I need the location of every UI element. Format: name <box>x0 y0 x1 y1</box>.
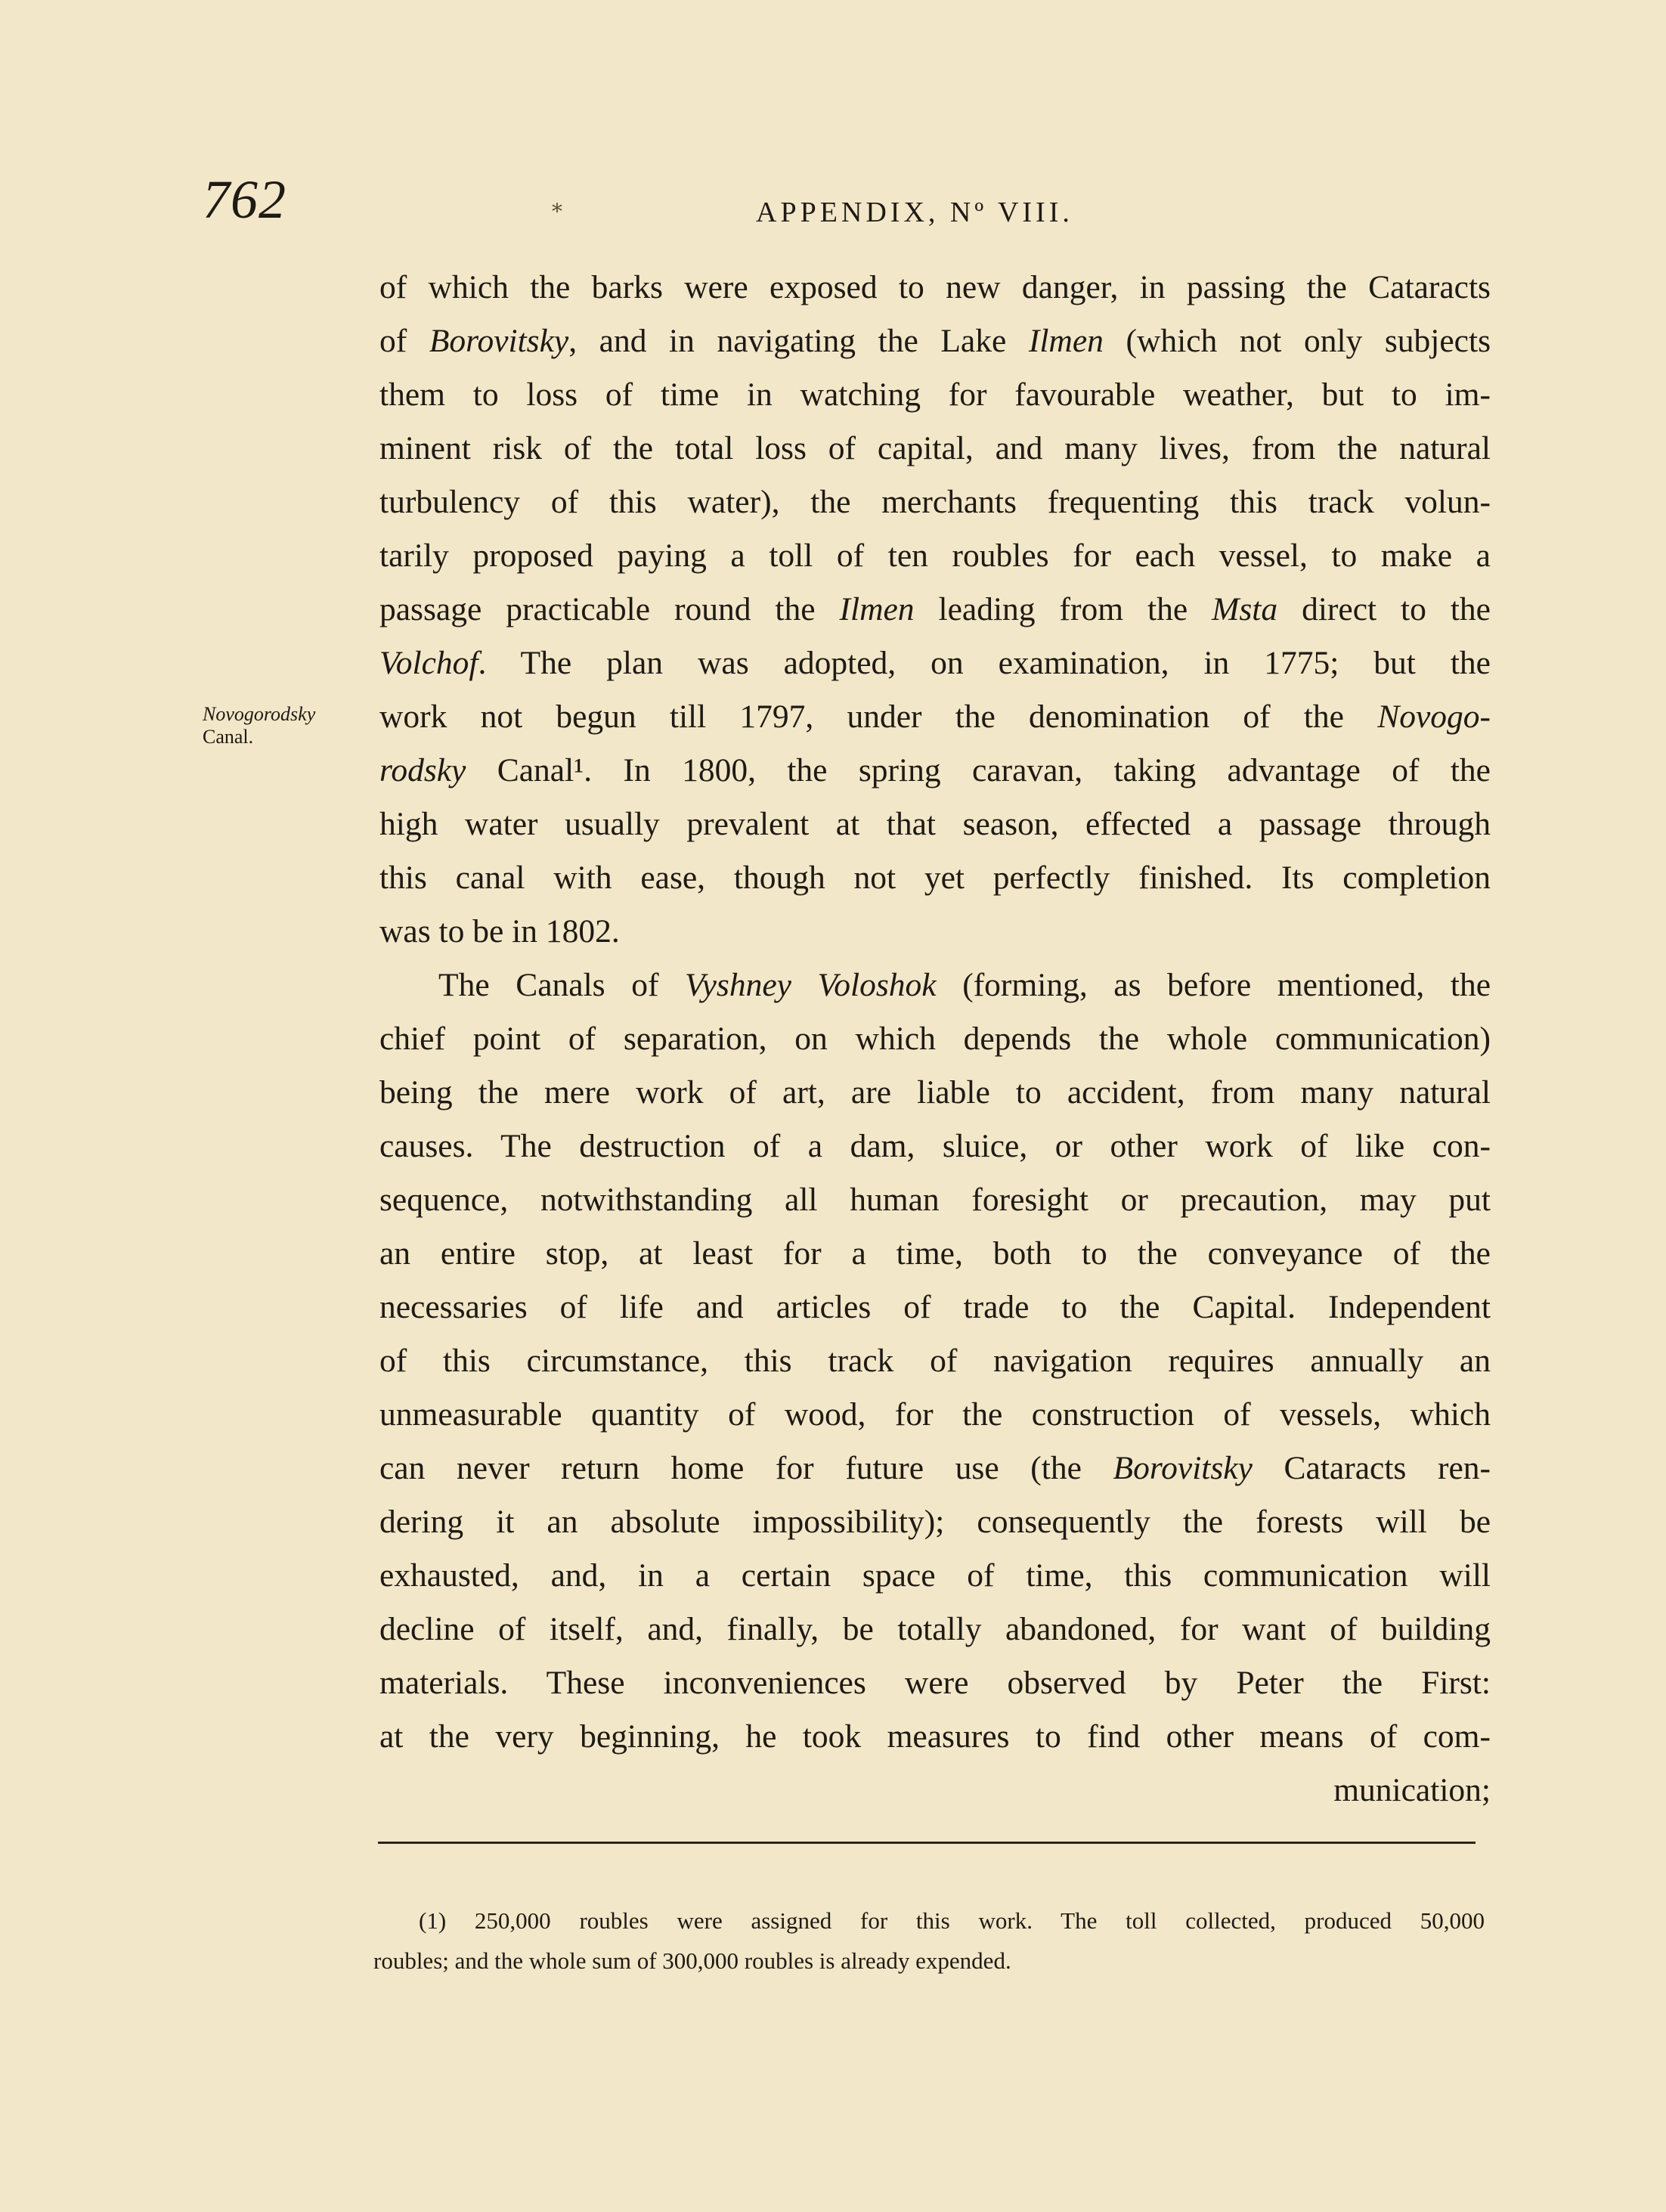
text-line: can never return home for future use (the Borovitsky Cataracts ren- <box>379 1450 1491 1486</box>
text-line: being the mere work of art, are liable to accident, from many natural <box>379 1074 1491 1111</box>
running-head: APPENDIX, Nº VIII. <box>756 197 1073 228</box>
text-line: decline of itself, and, finally, be totally abandoned, for want of building <box>379 1611 1491 1647</box>
text-line: this canal with ease, though not yet perfectly finished. Its completion <box>379 860 1491 896</box>
text-line: unmeasurable quantity of wood, for the construction of vessels, which <box>379 1396 1491 1433</box>
text-line: minent risk of the total loss of capital, and many lives, from the natural <box>379 430 1491 466</box>
text-line: passage practicable round the Ilmen leading from the Msta direct to the <box>379 591 1491 627</box>
margin-note-title: Novogorodsky <box>203 703 316 725</box>
page-number: 762 <box>203 169 286 230</box>
text-line: of this circumstance, this track of navigation requires annually an <box>379 1343 1491 1379</box>
text-line: turbulency of this water), the merchants frequenting this track volun- <box>379 484 1491 520</box>
text-line: materials. These inconveniences were observed by Peter the First: <box>379 1665 1491 1701</box>
margin-note-subtitle: Canal. <box>203 726 254 748</box>
text-line: of which the barks were exposed to new danger, in passing the Cataracts <box>379 269 1491 305</box>
text-line: work not begun till 1797, under the denomination of the Novogo- <box>379 699 1491 735</box>
paragraph-1 <box>379 261 1491 959</box>
text-line: of Borovitsky, and in navigating the Lake Ilmen (which not only subjects <box>379 323 1491 359</box>
text-line: exhausted, and, in a certain space of time, this communication will <box>379 1557 1491 1594</box>
footnote <box>373 1901 1485 1981</box>
footnote-line-1: (1) 250,000 roubles were assigned for this work. The toll collected, produced 50,000 <box>419 1907 1485 1934</box>
text-line: an entire stop, at least for a time, both to the conveyance of the <box>379 1235 1491 1272</box>
text-line: Volchof. The plan was adopted, on examination, in 1775; but the <box>379 645 1491 681</box>
text-line: sequence, notwithstanding all human foresight or precaution, may put <box>379 1182 1491 1218</box>
text-line: tarily proposed paying a toll of ten roubles for each vessel, to make a <box>379 538 1491 574</box>
text-line: was to be in 1802. <box>379 913 620 950</box>
text-line: dering it an absolute impossibility); consequently the forests will be <box>379 1504 1491 1540</box>
footnote-rule <box>378 1842 1476 1844</box>
catchword: munication; <box>1333 1772 1491 1808</box>
margin-note <box>203 703 315 748</box>
text-line: The Canals of Vyshney Voloshok (forming, as before mentioned, the <box>438 967 1491 1003</box>
text-line: at the very beginning, he took measures to find other means of com- <box>379 1718 1491 1755</box>
text-line: necessaries of life and articles of trade to the Capital. Independent <box>379 1289 1491 1325</box>
printer-mark: ⁎ <box>552 194 562 217</box>
text-line: them to loss of time in watching for favourable weather, but to im- <box>379 376 1491 413</box>
text-line: rodsky Canal¹. In 1800, the spring caravan, taking advantage of the <box>379 752 1491 788</box>
footnote-line-2: roubles; and the whole sum of 300,000 roubles is already expended. <box>373 1947 1011 1974</box>
paragraph-2 <box>379 959 1491 1764</box>
main-text <box>379 261 1491 1817</box>
text-line: high water usually prevalent at that season, effected a passage through <box>379 806 1491 842</box>
text-line: causes. The destruction of a dam, sluice, or other work of like con- <box>379 1128 1491 1164</box>
text-line: chief point of separation, on which depends the whole communication) <box>379 1021 1491 1057</box>
